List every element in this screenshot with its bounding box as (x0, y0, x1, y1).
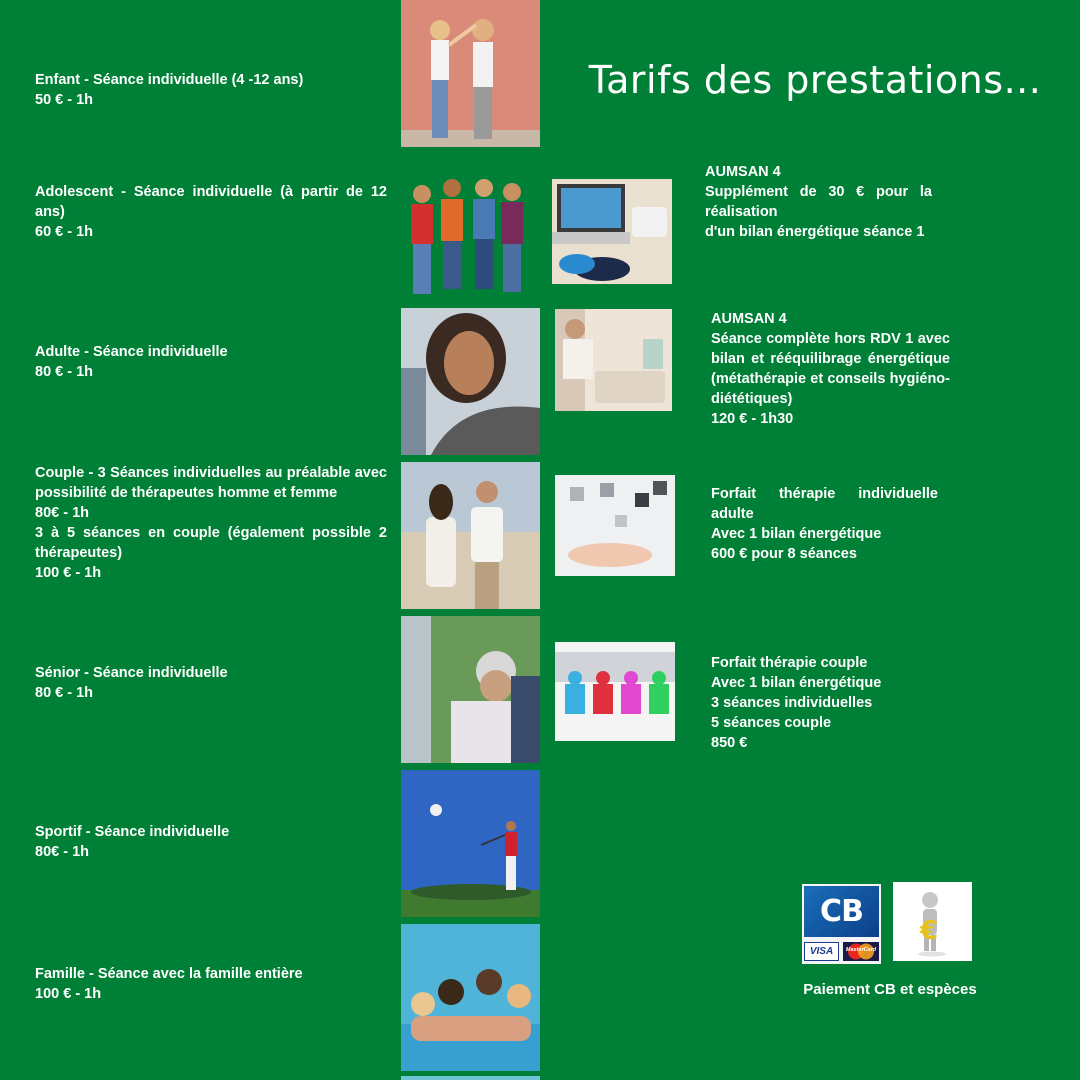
item-line: Adolescent - Séance individuelle (à partir de 12 ans) (35, 184, 387, 220)
euro-icon: € (920, 916, 939, 946)
item-line: Famille - Séance avec la famille entière (35, 966, 303, 982)
price-item-senior (35, 663, 387, 703)
item-line: 80€ - 1h (35, 505, 89, 521)
energy-session-photo (555, 309, 672, 411)
couple-photo (401, 462, 540, 609)
forfait-couple-item (711, 653, 938, 753)
item-line: 60 € - 1h (35, 224, 94, 240)
senior-couple-photo (401, 616, 540, 763)
page-title: Tarifs des prestations... (588, 58, 1042, 102)
item-line: 100 € - 1h (35, 565, 102, 581)
item-line: Forfait thérapie couple (711, 655, 868, 671)
item-line: Enfant - Séance individuelle (4 -12 ans) (35, 72, 304, 88)
aumsan-complete-session-item (711, 309, 950, 429)
item-line: 80€ - 1h (35, 844, 89, 860)
item-line: Couple - 3 Séances individuelles au préalable avec possibilité de thérapeutes homme et femme (35, 465, 387, 501)
item-line: 50 € - 1h (35, 92, 94, 108)
item-line: AUMSAN 4 (711, 311, 787, 327)
item-line: AUMSAN 4 (705, 164, 781, 180)
payment-methods-text: Paiement CB et espèces (803, 981, 977, 998)
teenagers-photo (401, 154, 540, 301)
item-line: 120 € - 1h30 (711, 411, 794, 427)
mastercard-text: MasterCard (845, 947, 877, 953)
price-item-adolescent (35, 182, 387, 242)
price-item-couple (35, 463, 387, 583)
item-line: d'un bilan énergétique séance 1 (705, 224, 925, 240)
aumsan-device-photo (552, 179, 672, 284)
cb-logo-text: CB (820, 894, 863, 929)
cb-card-logo (802, 884, 881, 964)
item-line: 3 séances individuelles (711, 695, 873, 711)
item-line: Avec 1 bilan énergétique (711, 675, 882, 691)
price-item-adulte (35, 342, 387, 382)
price-item-sportif (35, 822, 387, 862)
puzzle-people-photo (555, 642, 675, 741)
item-line: 80 € - 1h (35, 364, 94, 380)
price-item-enfant (35, 70, 387, 110)
item-line: 100 € - 1h (35, 986, 102, 1002)
item-line: Adulte - Séance individuelle (35, 344, 228, 360)
item-line: 80 € - 1h (35, 685, 94, 701)
price-item-famille (35, 964, 387, 1004)
cash-euro-figure (893, 882, 972, 961)
item-line: Sénior - Séance individuelle (35, 665, 228, 681)
visa-logo: VISA (804, 942, 839, 961)
aumsan-supplement-item (705, 162, 932, 242)
cb-logo-badge (804, 886, 879, 937)
golfer-photo (401, 770, 540, 917)
item-line: 600 € pour 8 séances (711, 546, 857, 562)
item-line: 850 € (711, 735, 748, 751)
children-photo (401, 0, 540, 147)
forfait-individuel-item (711, 484, 938, 564)
adult-woman-photo (401, 308, 540, 455)
photo-strip-bottom (401, 1076, 540, 1080)
item-line: 5 séances couple (711, 715, 832, 731)
mastercard-logo (843, 942, 879, 961)
item-line: Avec 1 bilan énergétique (711, 526, 882, 542)
puzzle-hands-photo (555, 475, 675, 576)
item-line: 3 à 5 séances en couple (également possible 2 thérapeutes) (35, 525, 387, 561)
item-line: Supplément de 30 € pour la réalisation (705, 184, 932, 220)
item-line: Séance complète hors RDV 1 avec bilan et rééquilibrage énergétique (métathérapie et conseils hygiéno-diététiques) (711, 331, 950, 407)
item-line: Sportif - Séance individuelle (35, 824, 230, 840)
family-pool-photo (401, 924, 540, 1071)
item-line: Forfait thérapie individuelle adulte (711, 486, 938, 522)
